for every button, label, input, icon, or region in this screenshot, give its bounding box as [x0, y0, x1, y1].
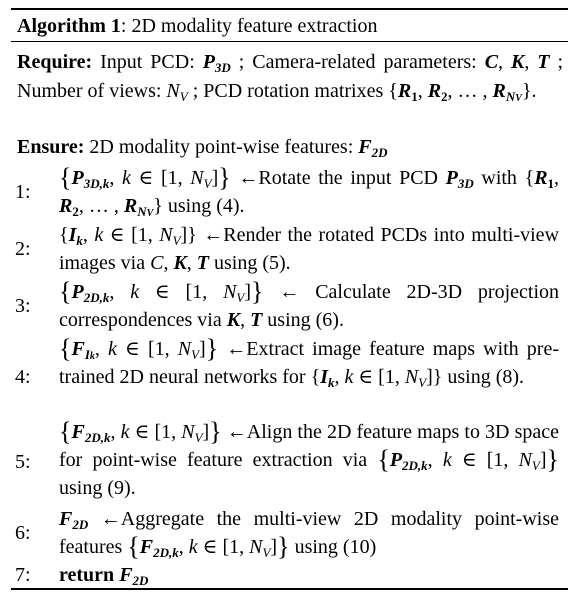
- ensure-block: Ensure: 2D modality point-wise features: $F_{2D}$: [17, 136, 388, 160]
- step-text: {$P_{3D,k}$, k ∈ [1, $N_V$]} ←Rotate the input PCD $P_{3D}$ with {$R_1$, $R_2$, … , $R_{NV}$} using (4).: [59, 163, 560, 219]
- step-text: {$I_k$, k ∈ [1, $N_V$]} ←Render the rotated PCDs into multi-view images via C, K, T using (5).: [59, 224, 560, 274]
- require-keyword: Require:: [17, 51, 93, 73]
- algorithm-label: Algorithm 1: [17, 15, 121, 37]
- step-text: return $F_{2D}$: [59, 564, 149, 588]
- step-text: {$F_{Ik}$, k ∈ [1, $N_V$]} ←Extract image feature maps with pre-trained 2D neural networks for {$I_k$, k ∈ [1, $N_V$]} using (8).: [59, 334, 559, 390]
- top-rule: [11, 8, 568, 10]
- step-number: 7:: [15, 564, 31, 586]
- header-rule: [11, 41, 568, 42]
- step-number: 4:: [15, 366, 31, 388]
- algorithm-box: [11, 8, 568, 590]
- step-text: {$F_{2D,k}$, k ∈ [1, $N_V$]} ←Align the 2D feature maps to 3D space for point-wise feature extraction via {$P_{2D,k}$, k ∈ [1, $N_V$]} using (9).: [59, 417, 560, 499]
- step-number: 3:: [15, 295, 31, 317]
- step-number: 2:: [15, 238, 31, 260]
- require-block: Require: Input PCD: $P_{3D}$ ; Camera-related parameters: C, K, T ; Number of views: $N_V$ ; PCD rotation matrixes {$R_1$, $R_2$, … , $R_{NV}$}.: [17, 51, 564, 104]
- step-number: 6:: [15, 522, 31, 544]
- step-number: 5:: [15, 451, 31, 473]
- step-text: $F_{2D}$ ←Aggregate the multi-view 2D modality point-wise features {$F_{2D,k}$, k ∈ [1, $N_V$]} using (10): [59, 508, 559, 561]
- algorithm-title: [17, 15, 377, 37]
- bottom-rule: [11, 588, 568, 590]
- algorithm-title-text: : 2D modality feature extraction: [120, 15, 378, 37]
- ensure-keyword: Ensure:: [17, 136, 85, 158]
- step-number: 1:: [15, 181, 31, 203]
- step-text: {$P_{2D,k}$, k ∈ [1, $N_V$]} ← Calculate 2D-3D projection correspondences via K, T using (6).: [59, 277, 560, 331]
